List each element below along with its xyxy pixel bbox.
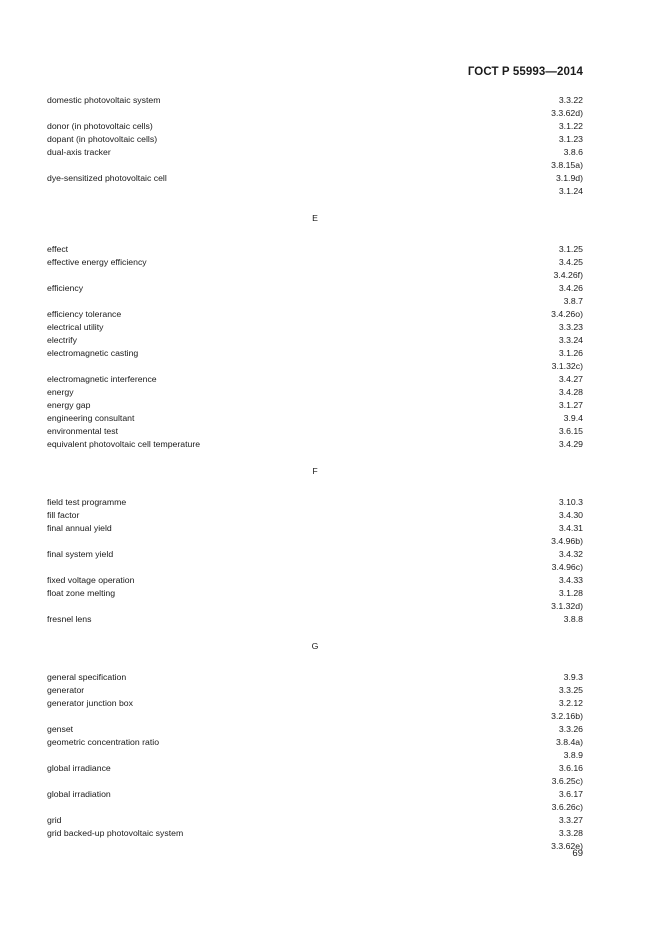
index-reference: 3.3.62d) xyxy=(551,108,583,118)
index-reference: 3.2.12 xyxy=(558,698,583,708)
index-reference: 3.1.24 xyxy=(558,186,583,196)
index-term: electromagnetic interference xyxy=(47,374,157,384)
index-reference: 3.3.24 xyxy=(558,335,583,345)
index-entry xyxy=(47,574,583,587)
index-term: effect xyxy=(47,244,69,254)
index-reference: 3.1.22 xyxy=(558,121,583,131)
index-entry xyxy=(47,762,583,775)
index-entry xyxy=(47,613,583,626)
index-term: efficiency tolerance xyxy=(47,309,122,319)
index-reference: 3.6.17 xyxy=(558,789,583,799)
index-term: grid xyxy=(47,815,62,825)
index-entry xyxy=(47,697,583,710)
index-term: domestic photovoltaic system xyxy=(47,95,161,105)
index-entry xyxy=(47,146,583,159)
index-entry xyxy=(47,535,583,548)
index-reference: 3.8.15a) xyxy=(551,160,583,170)
index-term: dopant (in photovoltaic cells) xyxy=(47,134,158,144)
index-entry xyxy=(47,282,583,295)
index-reference: 3.3.28 xyxy=(558,828,583,838)
index-reference: 3.1.27 xyxy=(558,400,583,410)
index-entry xyxy=(47,185,583,198)
index-term: fresnel lens xyxy=(47,614,92,624)
index-entry xyxy=(47,120,583,133)
index-entry xyxy=(47,801,583,814)
index-term: generator xyxy=(47,685,85,695)
index-reference: 3.1.26 xyxy=(558,348,583,358)
index-reference: 3.3.62e) xyxy=(551,841,583,851)
index-reference: 3.6.26c) xyxy=(551,802,583,812)
section-letter-heading: E xyxy=(312,213,318,223)
index-term: global irradiance xyxy=(47,763,111,773)
index-reference: 3.10.3 xyxy=(558,497,583,507)
index-reference: 3.4.96b) xyxy=(551,536,583,546)
index-term: equivalent photovoltaic cell temperature xyxy=(47,439,201,449)
index-reference: 3.8.9 xyxy=(563,750,583,760)
index-entry xyxy=(47,438,583,451)
index-entry xyxy=(47,321,583,334)
index-reference: 3.1.23 xyxy=(558,134,583,144)
index-term: efficiency xyxy=(47,283,84,293)
index-entry xyxy=(47,425,583,438)
index-entry xyxy=(47,775,583,788)
index-entry xyxy=(47,172,583,185)
index-entry xyxy=(47,295,583,308)
index-entry xyxy=(47,334,583,347)
index-entry xyxy=(47,749,583,762)
index-term: general specification xyxy=(47,672,127,682)
index-entry xyxy=(47,412,583,425)
index-reference: 3.4.26f) xyxy=(553,270,583,280)
document-standard-header: ГОСТ Р 55993—2014 xyxy=(467,66,583,78)
index-term: field test programme xyxy=(47,497,127,507)
index-reference: 3.2.16b) xyxy=(551,711,583,721)
index-term: fill factor xyxy=(47,510,80,520)
index-entry xyxy=(47,94,583,107)
index-reference: 3.4.31 xyxy=(558,523,583,533)
index-term: dye-sensitized photovoltaic cell xyxy=(47,173,167,183)
index-section xyxy=(47,640,583,853)
index-reference: 3.3.25 xyxy=(558,685,583,695)
index-reference: 3.8.4a) xyxy=(555,737,583,747)
index-reference: 3.8.8 xyxy=(563,614,583,624)
index-entry xyxy=(47,373,583,386)
index-term: fixed voltage operation xyxy=(47,575,135,585)
index-term: environmental test xyxy=(47,426,118,436)
index-reference: 3.3.22 xyxy=(558,95,583,105)
index-entry xyxy=(47,548,583,561)
index-section xyxy=(47,212,583,451)
index-entry xyxy=(47,347,583,360)
index-reference: 3.1.9d) xyxy=(555,173,583,183)
index-term: grid backed-up photovoltaic system xyxy=(47,828,184,838)
index-entry xyxy=(47,814,583,827)
index-entry xyxy=(47,107,583,120)
index-term: genset xyxy=(47,724,74,734)
index-reference: 3.9.4 xyxy=(563,413,583,423)
index-reference: 3.1.25 xyxy=(558,244,583,254)
index-section xyxy=(47,94,583,198)
index-entry xyxy=(47,587,583,600)
index-entry xyxy=(47,159,583,172)
index-reference: 3.4.26o) xyxy=(551,309,583,319)
index-entry xyxy=(47,840,583,853)
index-entry xyxy=(47,684,583,697)
index-reference: 3.4.96c) xyxy=(551,562,583,572)
index-entry xyxy=(47,243,583,256)
index-term: electrical utility xyxy=(47,322,104,332)
index-reference: 3.3.27 xyxy=(558,815,583,825)
index-entry xyxy=(47,671,583,684)
index-entry xyxy=(47,723,583,736)
index-entry xyxy=(47,496,583,509)
index-term: engineering consultant xyxy=(47,413,135,423)
index-reference: 3.4.32 xyxy=(558,549,583,559)
index-reference: 3.4.33 xyxy=(558,575,583,585)
index-reference: 3.4.25 xyxy=(558,257,583,267)
index-reference: 3.6.15 xyxy=(558,426,583,436)
index-reference: 3.6.16 xyxy=(558,763,583,773)
index-reference: 3.1.28 xyxy=(558,588,583,598)
page-number: 69 xyxy=(572,848,583,859)
index-reference: 3.6.25c) xyxy=(551,776,583,786)
index-reference: 3.3.26 xyxy=(558,724,583,734)
index-reference: 3.8.6 xyxy=(563,147,583,157)
index-reference: 3.1.32d) xyxy=(551,601,583,611)
index-term: float zone melting xyxy=(47,588,116,598)
index-term: energy xyxy=(47,387,74,397)
index-entry xyxy=(47,736,583,749)
index-reference: 3.3.23 xyxy=(558,322,583,332)
index-entry xyxy=(47,269,583,282)
index-term: donor (in photovoltaic cells) xyxy=(47,121,153,131)
index-term: global irradiation xyxy=(47,789,111,799)
index-term: dual-axis tracker xyxy=(47,147,111,157)
index-reference: 3.4.26 xyxy=(558,283,583,293)
index-entry xyxy=(47,710,583,723)
index-reference: 3.4.30 xyxy=(558,510,583,520)
index-entry xyxy=(47,509,583,522)
section-letter-heading: F xyxy=(312,466,318,476)
index-entry xyxy=(47,399,583,412)
index-reference: 3.4.27 xyxy=(558,374,583,384)
index-entry xyxy=(47,600,583,613)
index-entry xyxy=(47,522,583,535)
index-reference: 3.9.3 xyxy=(563,672,583,682)
index-term: energy gap xyxy=(47,400,91,410)
index-entry xyxy=(47,561,583,574)
index-reference: 3.8.7 xyxy=(563,296,583,306)
index-term: generator junction box xyxy=(47,698,133,708)
section-letter-heading: G xyxy=(311,641,319,651)
index-term: geometric concentration ratio xyxy=(47,737,160,747)
index-entry xyxy=(47,360,583,373)
term-index xyxy=(47,94,583,853)
index-term: effective energy efficiency xyxy=(47,257,147,267)
index-section xyxy=(47,465,583,626)
index-term: electrify xyxy=(47,335,77,345)
index-entry xyxy=(47,386,583,399)
index-entry xyxy=(47,256,583,269)
index-entry xyxy=(47,133,583,146)
index-term: final system yield xyxy=(47,549,114,559)
index-reference: 3.4.29 xyxy=(558,439,583,449)
index-term: final annual yield xyxy=(47,523,112,533)
index-entry xyxy=(47,827,583,840)
index-entry xyxy=(47,308,583,321)
index-entry xyxy=(47,788,583,801)
index-reference: 3.1.32c) xyxy=(551,361,583,371)
index-term: electromagnetic casting xyxy=(47,348,139,358)
index-reference: 3.4.28 xyxy=(558,387,583,397)
